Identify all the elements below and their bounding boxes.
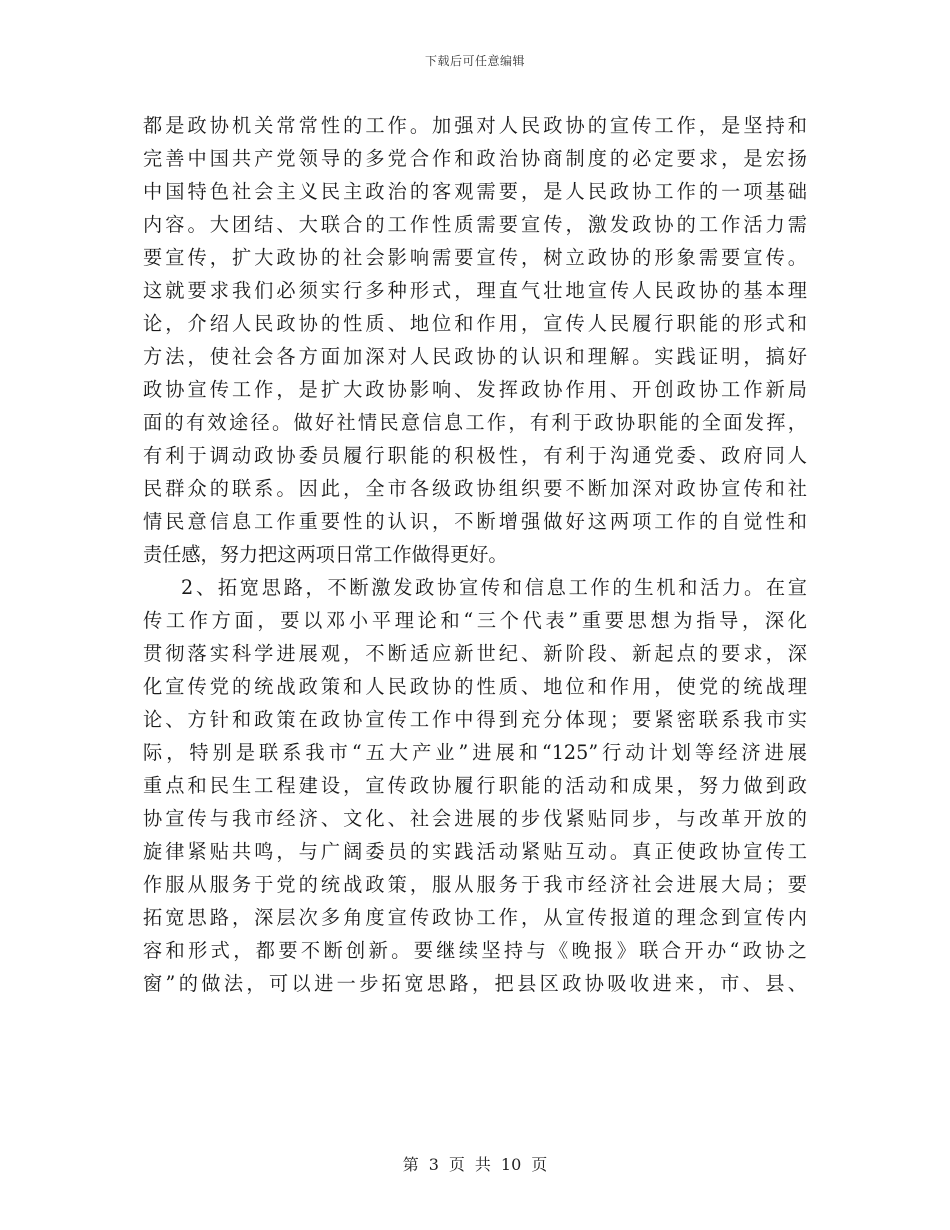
body-line: 2、拓宽思路，不断激发政协宣传和信息工作的生机和活力。在宣 xyxy=(181,576,807,599)
body-line: 内容。大团结、大联合的工作性质需要宣传，激发政协的工作活力需 xyxy=(143,213,807,236)
body-line: 面的有效途径。做好社情民意信息工作，有利于政协职能的全面发挥， xyxy=(143,411,807,434)
body-line: 都是政协机关常常性的工作。加强对人民政协的宣传工作，是坚持和 xyxy=(143,114,807,137)
body-line: 作服从服务于党的统战政策，服从服务于我市经济社会进展大局；要 xyxy=(143,873,807,896)
body-line: 传工作方面，要以邓小平理论和“三个代表”重要思想为指导，深化 xyxy=(143,609,807,632)
body-line: 完善中国共产党领导的多党合作和政治协商制度的必定要求，是宏扬 xyxy=(143,147,807,170)
body-line: 化宣传党的统战政策和人民政协的性质、地位和作用，使党的统战理 xyxy=(143,675,807,698)
body-line: 这就要求我们必须实行多种形式，理直气壮地宣传人民政协的基本理 xyxy=(143,279,807,302)
body-line: 论、方针和政策在政协宣传工作中得到充分体现；要紧密联系我市实 xyxy=(143,708,807,731)
body-line: 贯彻落实科学进展观，不断适应新世纪、新阶段、新起点的要求，深 xyxy=(143,642,807,665)
body-line: 窗”的做法，可以进一步拓宽思路，把县区政协吸收进来，市、县、 xyxy=(143,972,807,995)
page-footer xyxy=(0,1152,950,1175)
body-line: 旋律紧贴共鸣，与广阔委员的实践活动紧贴互动。真正使政协宣传工 xyxy=(143,840,807,863)
page-number: 3 xyxy=(428,1155,439,1174)
body-line: 责任感，努力把这两项日常工作做得更好。 xyxy=(143,543,508,566)
total-prefix: 共 xyxy=(474,1155,491,1174)
body-line: 有利于调动政协委员履行职能的积极性，有利于沟通党委、政府同人 xyxy=(143,444,807,467)
document-body xyxy=(143,109,807,1000)
total-pages: 10 xyxy=(500,1155,522,1174)
body-line: 重点和民生工程建设，宣传政协履行职能的活动和成果，努力做到政 xyxy=(143,774,807,797)
page-header: 下载后可任意编辑 xyxy=(424,54,525,68)
body-line: 方法，使社会各方面加深对人民政协的认识和理解。实践证明，搞好 xyxy=(143,345,807,368)
body-line: 要宣传，扩大政协的社会影响需要宣传，树立政协的形象需要宣传。 xyxy=(143,246,807,269)
body-line: 政协宣传工作，是扩大政协影响、发挥政协作用、开创政协工作新局 xyxy=(143,378,807,401)
body-line: 民群众的联系。因此，全市各级政协组织要不断加深对政协宣传和社 xyxy=(143,477,807,500)
body-line: 拓宽思路，深层次多角度宣传政协工作，从宣传报道的理念到宣传内 xyxy=(143,906,807,929)
body-line: 协宣传与我市经济、文化、社会进展的步伐紧贴同步，与改革开放的 xyxy=(143,807,807,830)
body-line: 际，特别是联系我市“五大产业”进展和“125”行动计划等经济进展 xyxy=(143,741,807,764)
footer-prefix: 第 xyxy=(402,1155,419,1174)
body-line: 容和形式，都要不断创新。要继续坚持与《晚报》联合开办“政协之 xyxy=(143,939,807,962)
page-unit: 页 xyxy=(448,1155,465,1174)
body-line: 情民意信息工作重要性的认识，不断增强做好这两项工作的自觉性和 xyxy=(143,510,807,533)
body-line: 中国特色社会主义民主政治的客观需要，是人民政协工作的一项基础 xyxy=(143,180,807,203)
body-line: 论，介绍人民政协的性质、地位和作用，宣传人民履行职能的形式和 xyxy=(143,312,807,335)
total-unit: 页 xyxy=(531,1155,548,1174)
